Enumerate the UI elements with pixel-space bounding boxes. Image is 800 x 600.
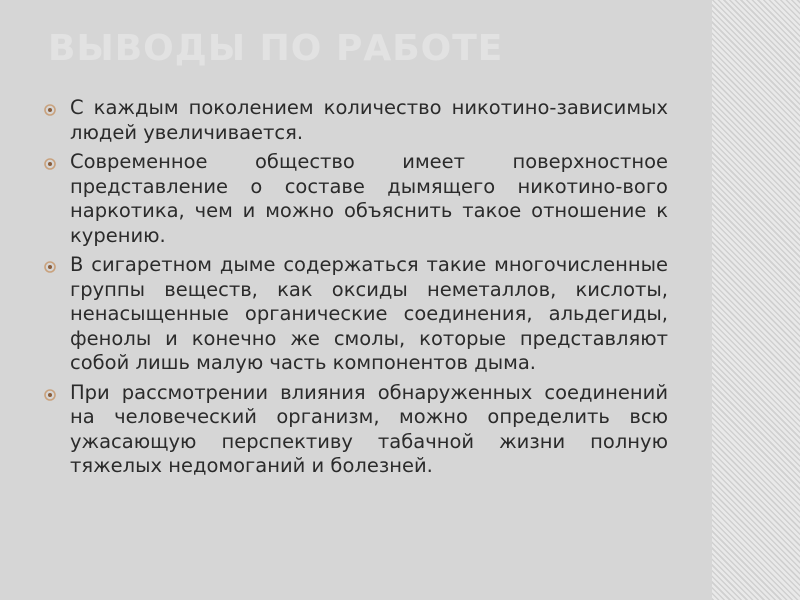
bullet-list bbox=[44, 96, 668, 484]
circle-bullet-icon bbox=[44, 389, 56, 401]
circle-bullet-icon bbox=[44, 104, 56, 116]
bullet-item bbox=[44, 381, 668, 479]
slide-title: ВЫВОДЫ ПО РАБОТЕ bbox=[48, 28, 504, 69]
bullet-item bbox=[44, 96, 668, 145]
bullet-item bbox=[44, 150, 668, 248]
bullet-text: В сигаретном дыме содержаться такие многочисленные группы веществ, как оксиды неметаллов, кислоты, ненасыщенные органические соединения, альдегиды, фенолы и конечно же смолы, которые представляют собой лишь малую часть компонентов дыма. bbox=[70, 253, 668, 374]
bullet-text: С каждым поколением количество никотино-зависимых людей увеличивается. bbox=[70, 96, 668, 144]
bullet-item bbox=[44, 253, 668, 376]
circle-bullet-icon bbox=[44, 158, 56, 170]
decorative-side-strip bbox=[712, 0, 800, 600]
bullet-text: При рассмотрении влияния обнаруженных соединений на человеческий организм, можно определить всю ужасающую перспективу табачной жизни полную тяжелых недомоганий и болезней. bbox=[70, 380, 668, 477]
circle-bullet-icon bbox=[44, 261, 56, 273]
bullet-text: Современное общество имеет поверхностное представление о составе дымящего никотино-вого наркотика, чем и можно объяснить такое отношение к курению. bbox=[70, 150, 668, 247]
